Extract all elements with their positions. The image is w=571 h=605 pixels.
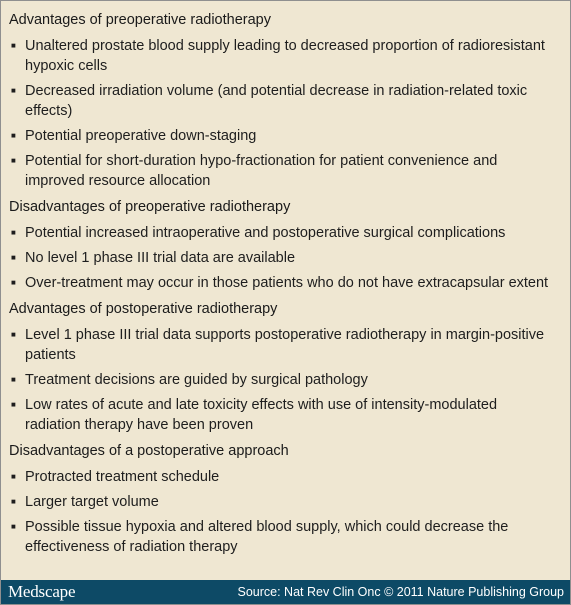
list-item: [9, 273, 562, 293]
square-bullet-icon: ■: [11, 131, 16, 140]
list-item-text: Treatment decisions are guided by surgical pathology: [25, 372, 368, 388]
list-item-text: Potential for short-duration hypo-fractionation for patient convenience and improved resource allocation: [25, 153, 498, 189]
list-item: [9, 223, 562, 243]
square-bullet-icon: ■: [11, 330, 16, 339]
list-item-text: Low rates of acute and late toxicity effects with use of intensity-modulated radiation therapy have been proven: [25, 397, 498, 433]
list-item-text: No level 1 phase III trial data are available: [25, 250, 296, 266]
square-bullet-icon: ■: [11, 400, 16, 409]
square-bullet-icon: ■: [11, 156, 16, 165]
medscape-logo[interactable]: Medscape: [8, 582, 76, 601]
list-item: [9, 151, 562, 191]
list-item: [9, 126, 562, 146]
list-item-text: Possible tissue hypoxia and altered blood supply, which could decrease the effectiveness of radiation therapy: [25, 519, 509, 555]
list-item-text: Over-treatment may occur in those patients who do not have extracapsular extent: [25, 275, 549, 291]
list-item: [9, 248, 562, 268]
list-item: [9, 325, 562, 365]
list-item-text: Larger target volume: [25, 494, 159, 510]
section-heading: Advantages of postoperative radiotherapy: [9, 301, 278, 317]
list-item: [9, 492, 562, 512]
content-area: [1, 1, 570, 557]
section-postop-disadvantages: [9, 442, 562, 557]
section-heading: Advantages of preoperative radiotherapy: [9, 12, 271, 28]
list-item: [9, 517, 562, 557]
source-credit: Source: Nat Rev Clin Onc © 2011 Nature Publishing Group: [237, 585, 564, 599]
square-bullet-icon: ■: [11, 522, 16, 531]
list-item-text: Potential increased intraoperative and postoperative surgical complications: [25, 225, 506, 241]
list-item-text: Unaltered prostate blood supply leading to decreased proportion of radioresistant hypoxic cells: [25, 38, 545, 74]
section-preop-disadvantages: [9, 198, 562, 293]
square-bullet-icon: ■: [11, 278, 16, 287]
list-item: [9, 370, 562, 390]
list-item: [9, 81, 562, 121]
square-bullet-icon: ■: [11, 41, 16, 50]
square-bullet-icon: ■: [11, 253, 16, 262]
square-bullet-icon: ■: [11, 86, 16, 95]
footer-bar: [1, 580, 570, 604]
list-item-text: Level 1 phase III trial data supports postoperative radiotherapy in margin-positive patients: [25, 327, 545, 363]
section-preop-advantages: [9, 11, 562, 191]
square-bullet-icon: ■: [11, 375, 16, 384]
square-bullet-icon: ■: [11, 472, 16, 481]
square-bullet-icon: ■: [11, 228, 16, 237]
list-item: [9, 395, 562, 435]
list-item-text: Decreased irradiation volume (and potential decrease in radiation-related toxic effects): [25, 83, 528, 119]
section-postop-advantages: [9, 300, 562, 435]
list-item: [9, 467, 562, 487]
list-item-text: Potential preoperative down-staging: [25, 128, 257, 144]
section-heading: Disadvantages of preoperative radiotherapy: [9, 199, 291, 215]
list-item: [9, 36, 562, 76]
list-item-text: Protracted treatment schedule: [25, 469, 220, 485]
square-bullet-icon: ■: [11, 497, 16, 506]
section-heading: Disadvantages of a postoperative approach: [9, 443, 289, 459]
